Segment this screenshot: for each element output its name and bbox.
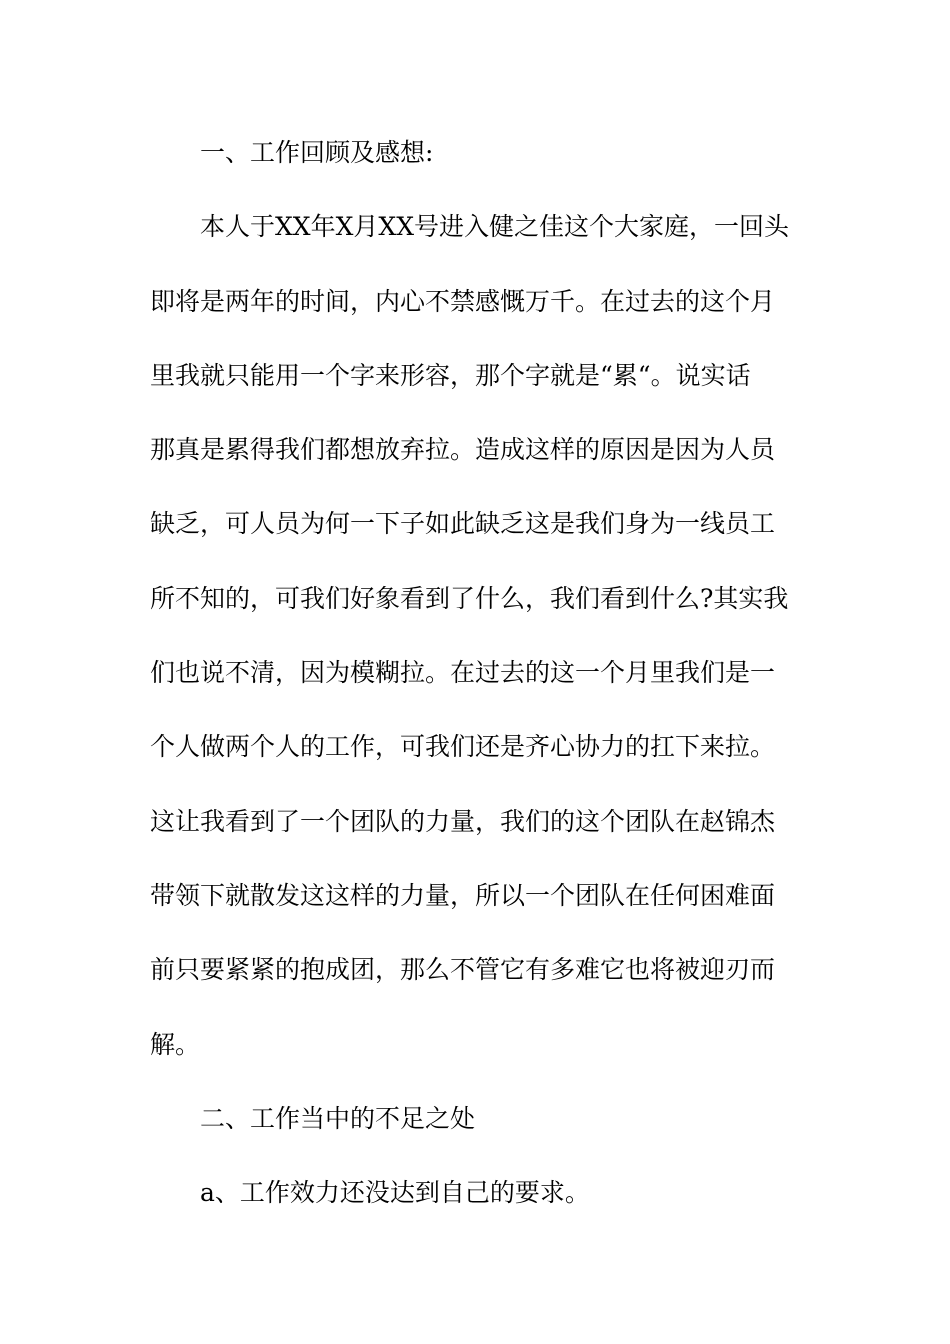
paragraph-line: 们也说不清，因为模糊拉。在过去的这一个月里我们是一 bbox=[150, 658, 776, 688]
paragraph-line: 本人于XX年X月XX号进入健之佳这个大家庭，一回头 bbox=[200, 212, 789, 242]
paragraph-line: 解。 bbox=[150, 1029, 201, 1059]
section-heading-shortcomings: 二、工作当中的不足之处 bbox=[200, 1103, 476, 1133]
list-item-a: a、工作效力还没达到自己的要求。 bbox=[200, 1178, 590, 1208]
paragraph-line: 里我就只能用一个字来形容，那个字就是“累“。说实话 bbox=[150, 360, 751, 390]
paragraph-line: 所不知的，可我们好象看到了什么，我们看到什么?其实我 bbox=[150, 583, 789, 613]
paragraph-line: 带领下就散发这这样的力量，所以一个团队在任何困难面 bbox=[150, 880, 776, 910]
paragraph-line: 前只要紧紧的抱成团，那么不管它有多难它也将被迎刃而 bbox=[150, 955, 776, 985]
paragraph-line: 这让我看到了一个团队的力量，我们的这个团队在赵锦杰 bbox=[150, 806, 776, 836]
document-body bbox=[150, 126, 810, 1240]
paragraph-line: 即将是两年的时间，内心不禁感慨万千。在过去的这个月 bbox=[150, 286, 776, 316]
paragraph-line: 个人做两个人的工作，可我们还是齐心协力的扛下来拉。 bbox=[150, 732, 776, 762]
paragraph-line: 那真是累得我们都想放弃拉。造成这样的原因是因为人员 bbox=[150, 435, 776, 465]
section-heading-review: 一、工作回顾及感想: bbox=[200, 138, 434, 167]
paragraph-line: 缺乏，可人员为何一下子如此缺乏这是我们身为一线员工 bbox=[150, 509, 776, 539]
